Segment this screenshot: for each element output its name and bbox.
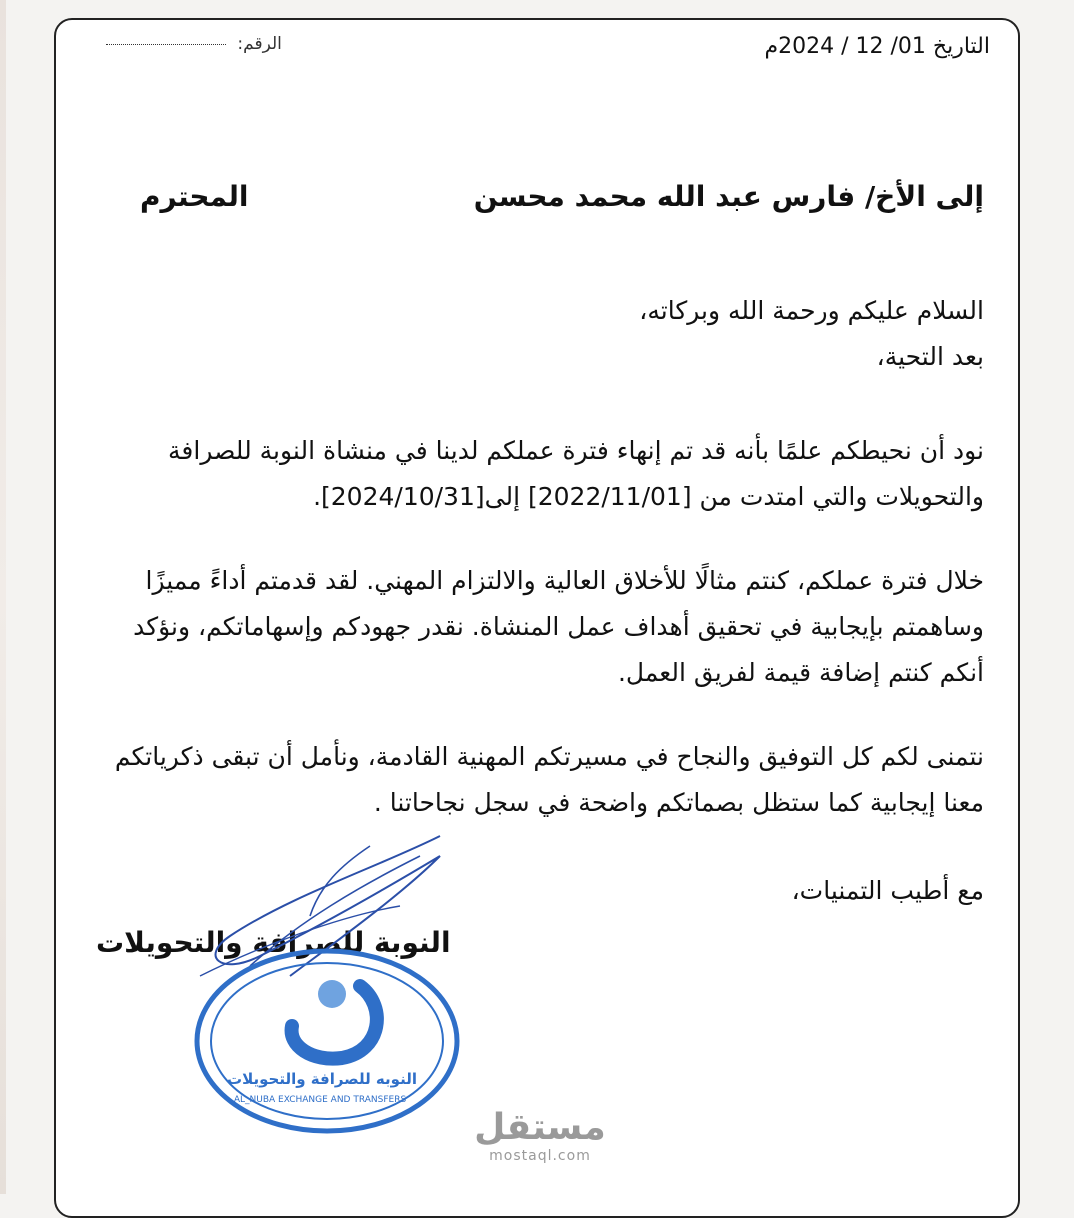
mostaql-watermark bbox=[470, 1108, 610, 1164]
greeting-salam: السلام عليكم ورحمة الله وبركاته، bbox=[639, 296, 984, 325]
body-paragraph-3: نتمنى لكم كل التوفيق والنجاح في مسيرتكم المهنية القادمة، ونأمل أن تبقى ذكرياتكم معنا إيجابية كما ستظل بصماتكم واضحة في سجل نجاحاتنا . bbox=[114, 742, 984, 817]
recipient-honorific: المحترم bbox=[140, 180, 249, 213]
reference-label: الرقم: bbox=[237, 34, 282, 54]
watermark-arabic: مستقل bbox=[474, 1107, 606, 1148]
reference-blank bbox=[106, 44, 226, 45]
stamp-arabic-text: النوبه للصرافة والتحويلات bbox=[227, 1070, 417, 1088]
greeting-after: بعد التحية، bbox=[876, 342, 984, 371]
watermark-english: mostaql.com bbox=[489, 1148, 591, 1164]
company-stamp bbox=[192, 946, 462, 1136]
recipient-line: إلى الأخ/ فارس عبد الله محمد محسن bbox=[473, 180, 984, 213]
greeting-block bbox=[104, 288, 984, 380]
stamp-english-text: AL_NUBA EXCHANGE AND TRANSFERS bbox=[233, 1095, 407, 1105]
globe-icon bbox=[318, 980, 346, 1008]
letter-date: التاريخ 01/ 12 / 2024م bbox=[764, 34, 990, 59]
page-edge-shadow bbox=[0, 0, 6, 1194]
body-paragraph-1: نود أن نحيطكم علمًا بأنه قد تم إنهاء فترة عملكم لدينا في منشاة النوبة للصرافة والتحويلات والتي امتدت من [2022/11/01] إلى[2024/10/31]. bbox=[168, 436, 984, 511]
company-signature-name: النوبة للصرافة والتحويلات bbox=[96, 926, 451, 959]
body-paragraph-2: خلال فترة عملكم، كنتم مثالًا للأخلاق العالية والالتزام المهني. لقد قدمتم أداءً مميزًا وساهمتم بإيجابية في تحقيق أهداف عمل المنشاة. نقدر جهودكم وإسهاماتكم، ونؤكد أنكم كنتم إضافة قيمة لفريق العمل. bbox=[133, 566, 984, 687]
reference-number bbox=[106, 34, 282, 54]
closing-line: مع أطيب التمنيات، bbox=[791, 876, 984, 905]
